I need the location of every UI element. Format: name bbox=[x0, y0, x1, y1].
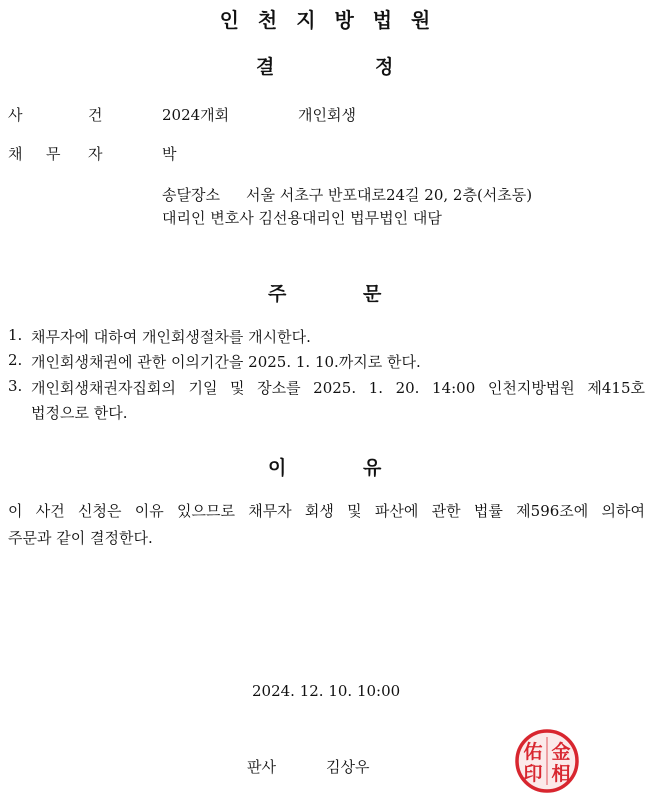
debtor-label-1: 채 bbox=[8, 145, 23, 163]
case-label-2: 건 bbox=[88, 106, 103, 124]
debtor-name: 박 bbox=[162, 145, 177, 163]
order-1-number: 1. bbox=[8, 326, 23, 344]
order-3-text: 개인회생채권자집회의 기일 및 장소를 2025. 1. 20. 14:00 인천지방법원 제415호 bbox=[31, 379, 645, 397]
reason-line-2: 주문과 같이 결정한다. bbox=[8, 529, 153, 547]
order-2-text: 개인회생채권에 관한 이의기간을 2025. 1. 10.까지로 한다. bbox=[31, 353, 421, 371]
decision-date: 2024. 12. 10. 10:00 bbox=[252, 682, 401, 700]
agent-line: 대리인 변호사 김선용대리인 법무법인 대담 bbox=[162, 209, 442, 227]
seal-char: 印 bbox=[523, 763, 543, 785]
order-heading-char-2: 문 bbox=[363, 283, 382, 305]
order-3-number: 3. bbox=[8, 377, 23, 395]
reason-line-1: 이 사건 신청은 이유 있으므로 채무자 회생 및 파산에 관한 법률 제596조에 의하여 bbox=[8, 502, 645, 520]
seal-char: 相 bbox=[551, 763, 571, 785]
reason-heading-char-2: 유 bbox=[363, 457, 382, 479]
debtor-label-3: 자 bbox=[88, 145, 103, 163]
case-label-1: 사 bbox=[8, 106, 23, 124]
address-value: 서울 서초구 반포대로24길 20, 2층(서초동) bbox=[246, 186, 533, 204]
case-number: 2024개회 bbox=[162, 106, 230, 124]
order-3-continuation: 법정으로 한다. bbox=[31, 404, 128, 422]
judge-title: 판사 bbox=[247, 758, 276, 776]
reason-heading-char-1: 이 bbox=[268, 457, 287, 479]
case-name: 개인회생 bbox=[298, 106, 356, 124]
order-2-number: 2. bbox=[8, 351, 23, 369]
debtor-label-2: 무 bbox=[46, 145, 61, 163]
court-name: 인 천 지 방 법 원 bbox=[219, 8, 437, 32]
seal-char: 金 bbox=[551, 741, 571, 763]
order-1-text: 채무자에 대하여 개인회생절차를 개시한다. bbox=[31, 328, 311, 346]
seal-char: 佑 bbox=[523, 741, 543, 763]
doc-type-char-1: 결 bbox=[256, 56, 275, 78]
address-label: 송달장소 bbox=[162, 186, 220, 204]
judge-seal bbox=[514, 728, 580, 794]
order-heading-char-1: 주 bbox=[268, 283, 287, 305]
doc-type-char-2: 정 bbox=[375, 56, 394, 78]
judge-name: 김상우 bbox=[326, 758, 370, 776]
